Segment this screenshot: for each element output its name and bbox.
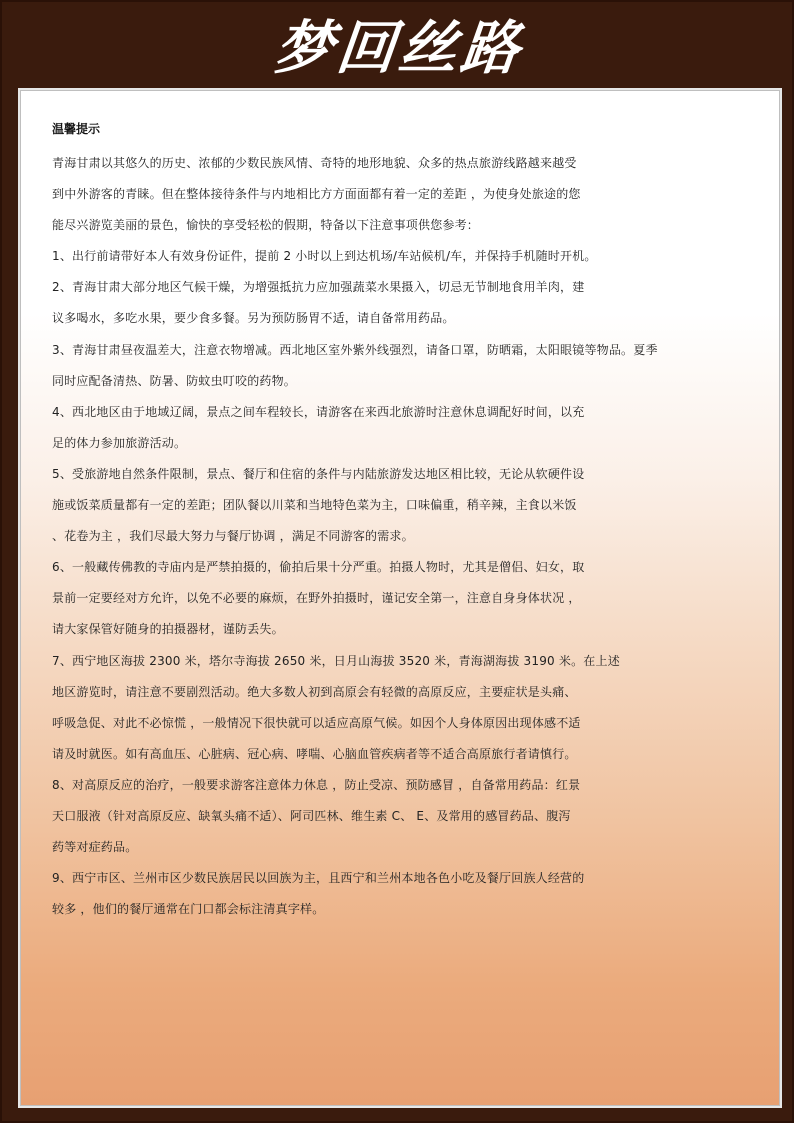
notice-content bbox=[52, 120, 752, 925]
notice-line: 天口服液（针对高原反应、缺氧头痛不适）、阿司匹林、维生素 C、 E、及常用的感冒药品、腹泻 bbox=[52, 808, 571, 823]
notice-line: 、花卷为主 ，我们尽最大努力与餐厅协调 ，满足不同游客的需求。 bbox=[52, 529, 414, 544]
notice-line: 景前一定要经对方允许，以免不必要的麻烦，在野外拍摄时，谨记安全第一，注意自身身体状况 ， bbox=[52, 591, 581, 606]
notice-line: 施或饭菜质量都有一定的差距；团队餐以川菜和当地特色菜为主，口味偏重，稍辛辣，主食以米饭 bbox=[52, 498, 577, 513]
notice-line: 呼吸急促、对此不必惊慌 ，一般情况下很快就可以适应高原气候。如因个人身体原因出现体感不适 bbox=[52, 715, 581, 730]
notice-line: 议多喝水，多吃水果，要少食多餐。另为预防肠胃不适，请自备常用药品。 bbox=[52, 311, 455, 326]
notice-line: 地区游览时，请注意不要剧烈活动。绝大多数人初到高原会有轻微的高原反应，主要症状是头痛、 bbox=[52, 684, 577, 699]
notice-item-6: 6、一般藏传佛教的寺庙内是严禁拍摄的，偷拍后果十分严重。拍摄人物时，尤其是僧侣、妇女，取 bbox=[52, 560, 585, 575]
notice-body bbox=[52, 148, 752, 925]
notice-heading: 温馨提示 bbox=[52, 122, 101, 136]
notice-line: 到中外游客的青睐。但在整体接待条件与内地相比方方面面都有着一定的差距 ，为使身处旅途的您 bbox=[52, 187, 581, 202]
notice-item-7: 7、西宁地区海拔 2300 米，塔尔寺海拔 2650 米，日月山海拔 3520 米，青海湖海拔 3190 米。在上述 bbox=[52, 653, 620, 668]
notice-item-2: 2、青海甘肃大部分地区气候干燥，为增强抵抗力应加强蔬菜水果摄入，切忌无节制地食用羊肉，建 bbox=[52, 280, 585, 295]
notice-item-3: 3、青海甘肃昼夜温差大，注意衣物增减。西北地区室外紫外线强烈，请备口罩，防晒霜，太阳眼镜等物品。夏季 bbox=[52, 342, 658, 357]
notice-item-1: 1、出行前请带好本人有效身份证件，提前 2 小时以上到达机场/车站候机/车，并保持手机随时开机。 bbox=[52, 249, 597, 264]
notice-line: 青海甘肃以其悠久的历史、浓郁的少数民族风情、奇特的地形地貌、众多的热点旅游线路越来越受 bbox=[52, 156, 577, 170]
notice-item-5: 5、受旅游地自然条件限制，景点、餐厅和住宿的条件与内陆旅游发达地区相比较，无论从软硬件设 bbox=[52, 466, 585, 481]
notice-line: 较多 ，他们的餐厅通常在门口都会标注清真字样。 bbox=[52, 902, 325, 917]
notice-item-4: 4、西北地区由于地域辽阔，景点之间车程较长，请游客在来西北旅游时注意休息调配好时间，以充 bbox=[52, 404, 585, 419]
notice-line: 能尽兴游览美丽的景色，愉快的享受轻松的假期，特备以下注意事项供您参考： bbox=[52, 218, 480, 233]
notice-item-8: 8、对高原反应的治疗，一般要求游客注意体力休息 ，防止受凉、预防感冒 ，自备常用药品：红景 bbox=[52, 777, 581, 792]
notice-line: 请及时就医。如有高血压、心脏病、冠心病、哮喘、心脑血管疾病者等不适合高原旅行者请慎行。 bbox=[52, 746, 577, 761]
notice-line: 请大家保管好随身的拍摄器材，谨防丢失。 bbox=[52, 622, 284, 637]
notice-line: 药等对症药品。 bbox=[52, 840, 138, 855]
page-title: 梦回丝路 bbox=[271, 14, 527, 82]
notice-item-9: 9、西宁市区、兰州市区少数民族居民以回族为主，且西宁和兰州本地各色小吃及餐厅回族人经营的 bbox=[52, 871, 585, 886]
notice-line: 足的体力参加旅游活动。 bbox=[52, 435, 187, 450]
notice-line: 同时应配备清热、防暑、防蚊虫叮咬的药物。 bbox=[52, 373, 297, 388]
